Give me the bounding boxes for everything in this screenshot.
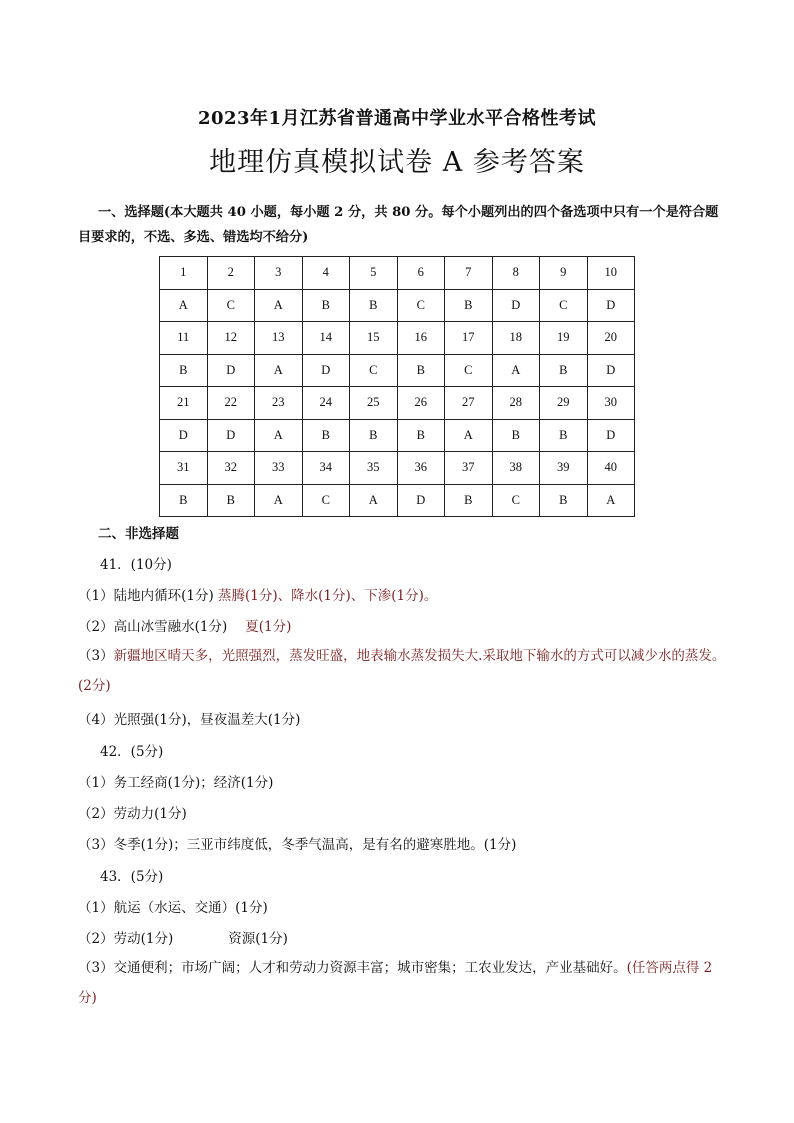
answer-cell: C	[397, 289, 445, 322]
question-number-cell: 32	[207, 452, 255, 485]
question-number-cell: 33	[255, 452, 303, 485]
answer-cell: D	[587, 354, 635, 387]
q41-heading: 41．(10分)	[100, 557, 172, 573]
question-number-cell: 20	[587, 322, 635, 355]
q43-3-note: (任答两点得 2 分)	[78, 960, 713, 1006]
question-number-cell: 4	[302, 257, 350, 290]
question-number-cell: 31	[160, 452, 208, 485]
question-number-cell: 40	[587, 452, 635, 485]
answer-cell: D	[397, 484, 445, 517]
question-number-cell: 38	[492, 452, 540, 485]
q43-answer-2	[78, 927, 288, 947]
answer-cell: A	[255, 484, 303, 517]
answer-table	[159, 256, 635, 517]
question-number-cell: 34	[302, 452, 350, 485]
answer-cell: C	[350, 354, 398, 387]
answer-cell: B	[445, 289, 493, 322]
answer-cell: A	[160, 289, 208, 322]
q43-2-label: （2）劳动(1分)	[78, 931, 174, 947]
question-number-cell: 10	[587, 257, 635, 290]
question-number-cell: 8	[492, 257, 540, 290]
q43-heading: 43．(5分)	[100, 869, 164, 885]
answer-cell: B	[445, 484, 493, 517]
q41-answer-1	[78, 584, 437, 604]
answer-cell: D	[302, 354, 350, 387]
answer-cell: D	[587, 289, 635, 322]
question-number-cell: 18	[492, 322, 540, 355]
question-number-cell: 12	[207, 322, 255, 355]
answer-cell: A	[255, 289, 303, 322]
table-row-answers	[160, 289, 635, 322]
question-number-cell: 17	[445, 322, 493, 355]
q42-answer-2: （2）劳动力(1分)	[78, 806, 187, 822]
answer-cell: A	[587, 484, 635, 517]
answer-cell: C	[492, 484, 540, 517]
table-row-answers	[160, 484, 635, 517]
q42-answer-1: （1）务工经商(1分)；经济(1分)	[78, 775, 274, 791]
question-number-cell: 15	[350, 322, 398, 355]
table-row-numbers	[160, 387, 635, 420]
question-number-cell: 6	[397, 257, 445, 290]
question-number-cell: 27	[445, 387, 493, 420]
answer-cell: B	[160, 354, 208, 387]
answer-cell: C	[207, 289, 255, 322]
q42-3-label: （3）冬季(1分)；	[78, 837, 187, 853]
answer-cell: A	[445, 419, 493, 452]
question-number-cell: 1	[160, 257, 208, 290]
answer-cell: C	[302, 484, 350, 517]
answer-cell: B	[302, 289, 350, 322]
question-number-cell: 2	[207, 257, 255, 290]
answer-cell: A	[255, 354, 303, 387]
answer-cell: C	[445, 354, 493, 387]
question-number-cell: 30	[587, 387, 635, 420]
section2-title: 二、非选择题	[98, 526, 179, 542]
answer-cell: B	[540, 484, 588, 517]
q43-3-label: （3）	[78, 960, 114, 976]
question-number-cell: 22	[207, 387, 255, 420]
q42-heading: 42．(5分)	[100, 744, 164, 760]
q41-2-label: （2）高山冰雪融水(1分)	[78, 619, 228, 635]
answer-cell: B	[207, 484, 255, 517]
answer-cell: D	[587, 419, 635, 452]
answer-cell: B	[350, 419, 398, 452]
q41-2-answer: 夏(1分)	[245, 619, 292, 635]
q41-answer-4: （4）光照强(1分)，昼夜温差大(1分)	[78, 712, 301, 728]
q41-3-answer: 新疆地区晴天多，光照强烈，蒸发旺盛，地表输水蒸发损失大.采取地下输水的方式可以减少水的蒸发。(2分)	[78, 648, 726, 694]
answer-cell: B	[302, 419, 350, 452]
table-row-answers	[160, 419, 635, 452]
answer-cell: C	[540, 289, 588, 322]
question-number-cell: 25	[350, 387, 398, 420]
page-subtitle: 地理仿真模拟试卷 A 参考答案	[209, 147, 585, 178]
table-row-numbers	[160, 257, 635, 290]
answer-cell: B	[492, 419, 540, 452]
q41-answer-3	[78, 641, 728, 701]
table-row-numbers	[160, 322, 635, 355]
answer-cell: D	[492, 289, 540, 322]
answer-cell: A	[255, 419, 303, 452]
answer-cell: D	[207, 354, 255, 387]
answer-cell: A	[492, 354, 540, 387]
table-row-answers	[160, 354, 635, 387]
question-number-cell: 28	[492, 387, 540, 420]
answer-cell: B	[397, 419, 445, 452]
q43-2-answer: 资源(1分)	[228, 931, 288, 947]
question-number-cell: 39	[540, 452, 588, 485]
answer-cell: B	[540, 419, 588, 452]
question-number-cell: 24	[302, 387, 350, 420]
question-number-cell: 37	[445, 452, 493, 485]
section1-instructions: 一、选择题(本大题共 40 小题，每小题 2 分，共 80 分。每个小题列出的四个备选项中只有一个是符合题目要求的，不选、多选、错选均不给分)	[78, 205, 719, 245]
question-number-cell: 35	[350, 452, 398, 485]
q43-3-answer: 交通便利；市场广阔；人才和劳动力资源丰富；城市密集；工农业发达，产业基础好。	[113, 960, 627, 976]
question-number-cell: 19	[540, 322, 588, 355]
answer-cell: B	[350, 289, 398, 322]
q43-answer-1: （1）航运（水运、交通）(1分)	[78, 900, 268, 916]
q42-3-answer: 三亚市纬度低，冬季气温高，是有名的避寒胜地。(1分)	[186, 837, 517, 853]
q42-answer-3	[78, 833, 516, 853]
page-title: 2023年1月江苏省普通高中学业水平合格性考试	[197, 108, 597, 129]
table-row-numbers	[160, 452, 635, 485]
q43-answer-3	[78, 953, 728, 1013]
answer-cell: B	[397, 354, 445, 387]
question-number-cell: 21	[160, 387, 208, 420]
question-number-cell: 5	[350, 257, 398, 290]
question-number-cell: 7	[445, 257, 493, 290]
q41-1-label: （1）陆地内循环(1分)	[78, 588, 214, 604]
q41-1-answer: 蒸腾(1分)、降水(1分)、下渗(1分)。	[213, 588, 438, 604]
question-number-cell: 36	[397, 452, 445, 485]
answer-cell: D	[207, 419, 255, 452]
question-number-cell: 16	[397, 322, 445, 355]
q41-answer-2	[78, 615, 291, 635]
question-number-cell: 29	[540, 387, 588, 420]
answer-cell: A	[350, 484, 398, 517]
q41-3-label: （3）	[78, 648, 114, 664]
question-number-cell: 9	[540, 257, 588, 290]
question-number-cell: 14	[302, 322, 350, 355]
answer-cell: B	[160, 484, 208, 517]
question-number-cell: 3	[255, 257, 303, 290]
question-number-cell: 26	[397, 387, 445, 420]
question-number-cell: 23	[255, 387, 303, 420]
question-number-cell: 11	[160, 322, 208, 355]
answer-cell: D	[160, 419, 208, 452]
question-number-cell: 13	[255, 322, 303, 355]
answer-cell: B	[540, 354, 588, 387]
